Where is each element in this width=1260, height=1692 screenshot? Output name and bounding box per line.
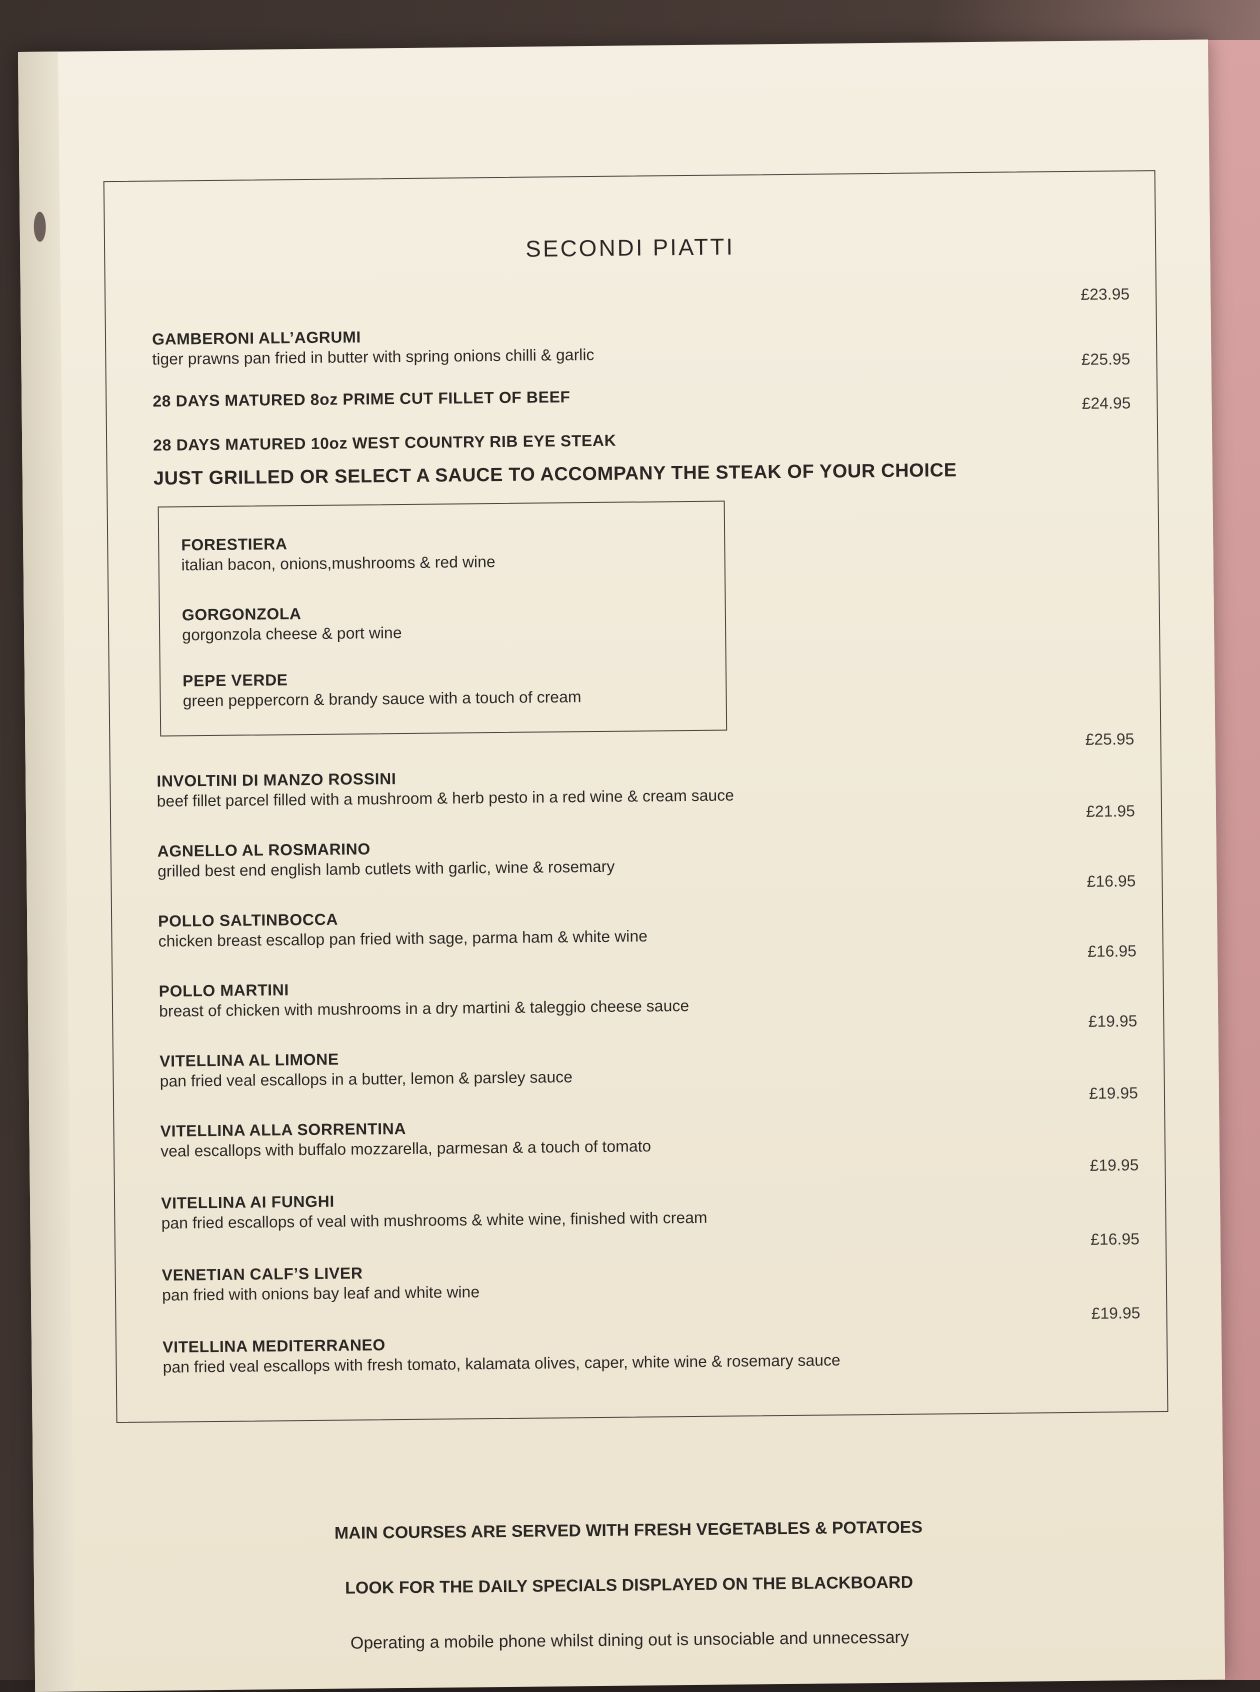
menu-title: SECONDI PIATTI [525, 233, 735, 262]
item-name: 28 DAYS MATURED 10oz WEST COUNTRY RIB EYE STEAK [153, 432, 617, 455]
menu-item [158, 903, 1132, 951]
item-price: £16.95 [1087, 943, 1137, 961]
item-name: 28 DAYS MATURED 8oz PRIME CUT FILLET OF BEEF [152, 389, 571, 411]
item-price: £16.95 [1090, 1231, 1140, 1249]
item-description: pan fried with onions bay leaf and white wine [161, 1284, 480, 1305]
item-description: breast of chicken with mushrooms in a dry martini & taleggio cheese sauce [158, 998, 690, 1021]
item-name: VITELLINA AI FUNGHI [160, 1193, 335, 1213]
sauce-description: gorgonzola cheese & port wine [182, 625, 402, 645]
menu-item [152, 321, 1126, 369]
sauce-description: green peppercorn & brandy sauce with a touch of cream [182, 689, 582, 711]
menu-item [162, 1329, 1136, 1377]
sauce-item [183, 668, 716, 712]
sauce-name: PEPE VERDE [182, 672, 288, 691]
item-price: £23.95 [1080, 286, 1130, 304]
item-name: VENETIAN CALF’S LIVER [161, 1265, 363, 1285]
item-price: £19.95 [1089, 1157, 1139, 1175]
sauce-name: FORESTIERA [181, 536, 288, 555]
item-name: POLLO SALTINBOCCA [158, 911, 339, 931]
item-price: £19.95 [1088, 1085, 1139, 1103]
sauce-heading: JUST GRILLED OR SELECT A SAUCE TO ACCOMPANY THE STEAK OF YOUR CHOICE [153, 460, 957, 490]
item-name: VITELLINA MEDITERRANEO [162, 1337, 386, 1357]
item-description: pan fried escallops of veal with mushrooms & white wine, finished with cream [161, 1209, 708, 1233]
binder-hole [34, 212, 46, 242]
sauce-item [181, 532, 714, 576]
item-description: grilled best end english lamb cutlets with garlic, wine & rosemary [157, 858, 615, 881]
menu-item [162, 1257, 1136, 1305]
menu-item [153, 427, 1127, 455]
item-price: £16.95 [1086, 873, 1136, 891]
item-price: £24.95 [1081, 395, 1131, 413]
item-price: £25.95 [1085, 731, 1135, 749]
item-description: tiger prawns pan fried in butter with spring onions chilli & garlic [152, 346, 595, 369]
menu-page [18, 40, 1225, 1692]
item-name: VITELLINA AL LIMONE [159, 1051, 339, 1071]
sauce-box [158, 501, 727, 737]
item-description: pan fried veal escallops in a butter, lemon & parsley sauce [159, 1069, 573, 1091]
item-description: pan fried veal escallops with fresh tomato, kalamata olives, caper, white wine & rosemary sauce [162, 1352, 841, 1377]
sauce-description: italian bacon, onions,mushrooms & red wine [181, 554, 496, 575]
item-name: AGNELLO AL ROSMARINO [157, 841, 371, 861]
menu-item [157, 833, 1131, 881]
item-description: chicken breast escallop pan fried with sage, parma ham & white wine [158, 928, 648, 951]
menu-item [161, 1185, 1135, 1233]
menu-item [157, 763, 1131, 811]
menu-item [153, 383, 1127, 411]
item-price: £21.95 [1085, 803, 1136, 821]
item-name: INVOLTINI DI MANZO ROSSINI [156, 771, 397, 791]
item-description: beef fillet parcel filled with a mushroom & herb pesto in a red wine & cream sauce [156, 787, 735, 811]
item-description: veal escallops with buffalo mozzarella, parmesan & a touch of tomato [160, 1138, 652, 1161]
sauce-name: GORGONZOLA [181, 606, 302, 625]
footer-line-vegetables: MAIN COURSES ARE SERVED WITH FRESH VEGETABLES & POTATOES [334, 1517, 923, 1543]
menu-item [159, 973, 1133, 1021]
item-name: VITELLINA ALLA SORRENTINA [160, 1120, 407, 1141]
menu-item [159, 1043, 1133, 1091]
menu-item [160, 1113, 1134, 1161]
item-name: POLLO MARTINI [158, 982, 290, 1001]
item-price: £19.95 [1091, 1305, 1141, 1323]
menu-frame [103, 170, 1168, 1423]
item-price: £25.95 [1081, 351, 1131, 369]
sauce-item [182, 602, 715, 646]
item-price: £19.95 [1088, 1013, 1138, 1031]
item-name: GAMBERONI ALL’AGRUMI [151, 329, 362, 349]
footer-line-specials: LOOK FOR THE DAILY SPECIALS DISPLAYED ON THE BLACKBOARD [345, 1572, 914, 1598]
footer-line-phone: Operating a mobile phone whilst dining out is unsociable and unnecessary [350, 1627, 910, 1653]
